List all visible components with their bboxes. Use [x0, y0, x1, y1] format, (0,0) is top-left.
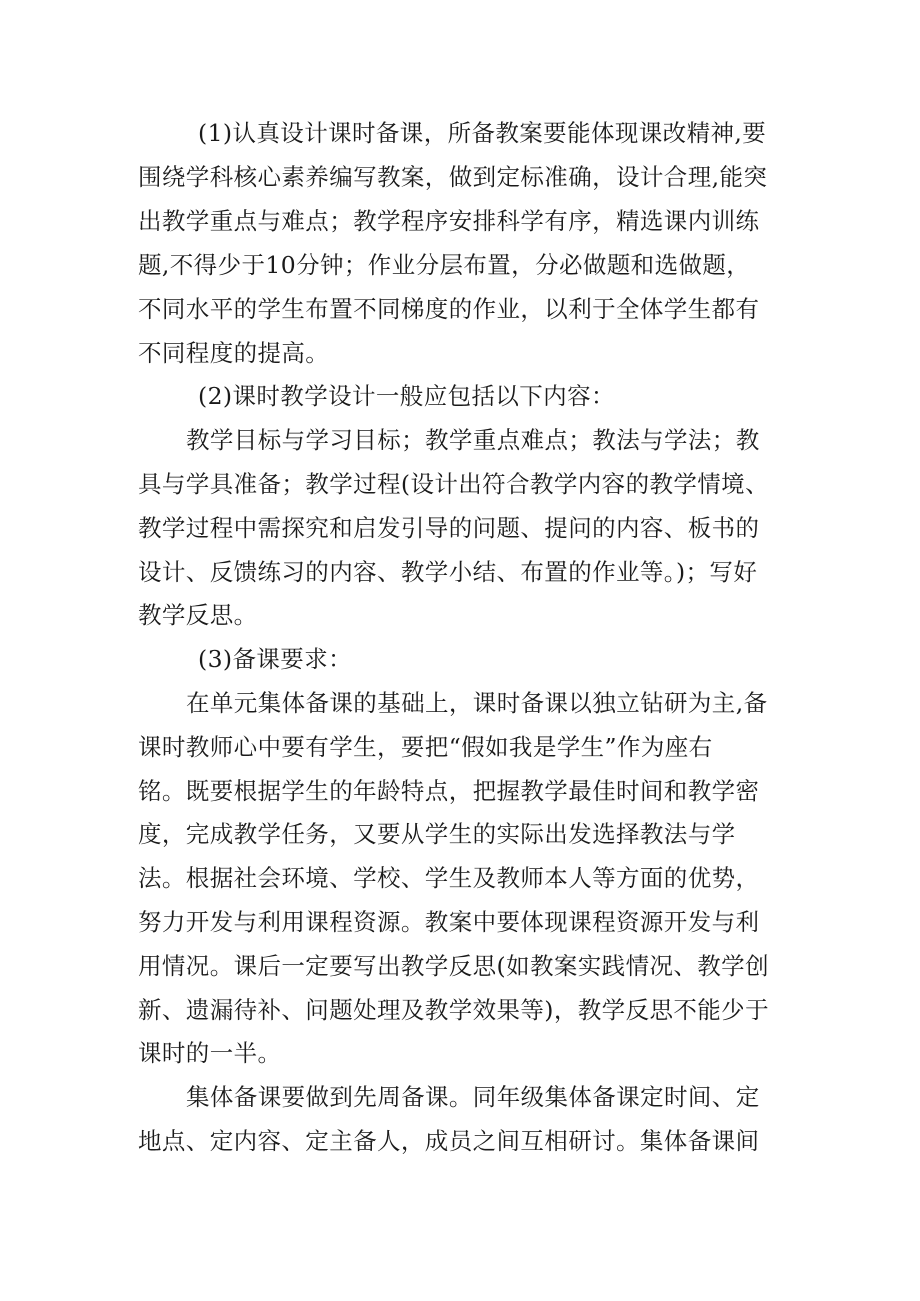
- text-line: 题,不得少于10分钟；作业分层布置，分必做题和选做题，: [138, 251, 751, 279]
- text-line: 课时的一半。: [138, 1039, 282, 1067]
- text-line: 集体备课要做到先周备课。同年级集体备课定时间、定: [186, 1083, 760, 1111]
- text-line: 地点、定内容、定主备人，成员之间互相研讨。集体备课间: [138, 1127, 760, 1155]
- text-line: 具与学具准备；教学过程(设计出符合教学内容的教学情境、: [138, 470, 769, 498]
- text-line: 努力开发与利用课程资源。教案中要体现课程资源开发与利: [138, 908, 760, 936]
- text-line: 在单元集体备课的基础上，课时备课以独立钻研为主,备: [186, 689, 768, 717]
- text-line: 不同程度的提高。: [138, 339, 330, 367]
- text-line: 不同水平的学生布置不同梯度的作业，以利于全体学生都有: [138, 295, 760, 323]
- text-line: (2)课时教学设计一般应包括以下内容：: [198, 382, 615, 410]
- text-line: (3)备课要求：: [198, 645, 352, 673]
- text-line: 用情况。课后一定要写出教学反思(如教案实践情况、教学创: [138, 952, 769, 980]
- text-line: 法。根据社会环境、学校、学生及教师本人等方面的优势，: [138, 864, 760, 892]
- text-line: 课时教师心中要有学生，要把“假如我是学生”作为座右: [138, 733, 713, 761]
- text-line: 教学反思。: [138, 601, 258, 629]
- text-line: 度，完成教学任务，又要从学生的实际出发选择教法与学: [138, 820, 736, 848]
- text-line: 教学目标与学习目标；教学重点难点；教法与学法；教: [186, 426, 760, 454]
- text-line: 新、遗漏待补、问题处理及教学效果等)，教学反思不能少于: [138, 996, 769, 1024]
- text-line: 围绕学科核心素养编写教案，做到定标准确，设计合理,能突: [138, 163, 768, 191]
- text-line: 出教学重点与难点；教学程序安排科学有序，精选课内训练: [138, 207, 760, 235]
- text-line: 设计、反馈练习的内容、教学小结、布置的作业等。)；写好: [138, 558, 758, 586]
- text-line: 教学过程中需探究和启发引导的问题、提问的内容、板书的: [138, 514, 760, 542]
- text-line: (1)认真设计课时备课，所备教案要能体现课改精神,要: [198, 119, 767, 147]
- text-line: 铭。既要根据学生的年龄特点，把握教学最佳时间和教学密: [138, 777, 760, 805]
